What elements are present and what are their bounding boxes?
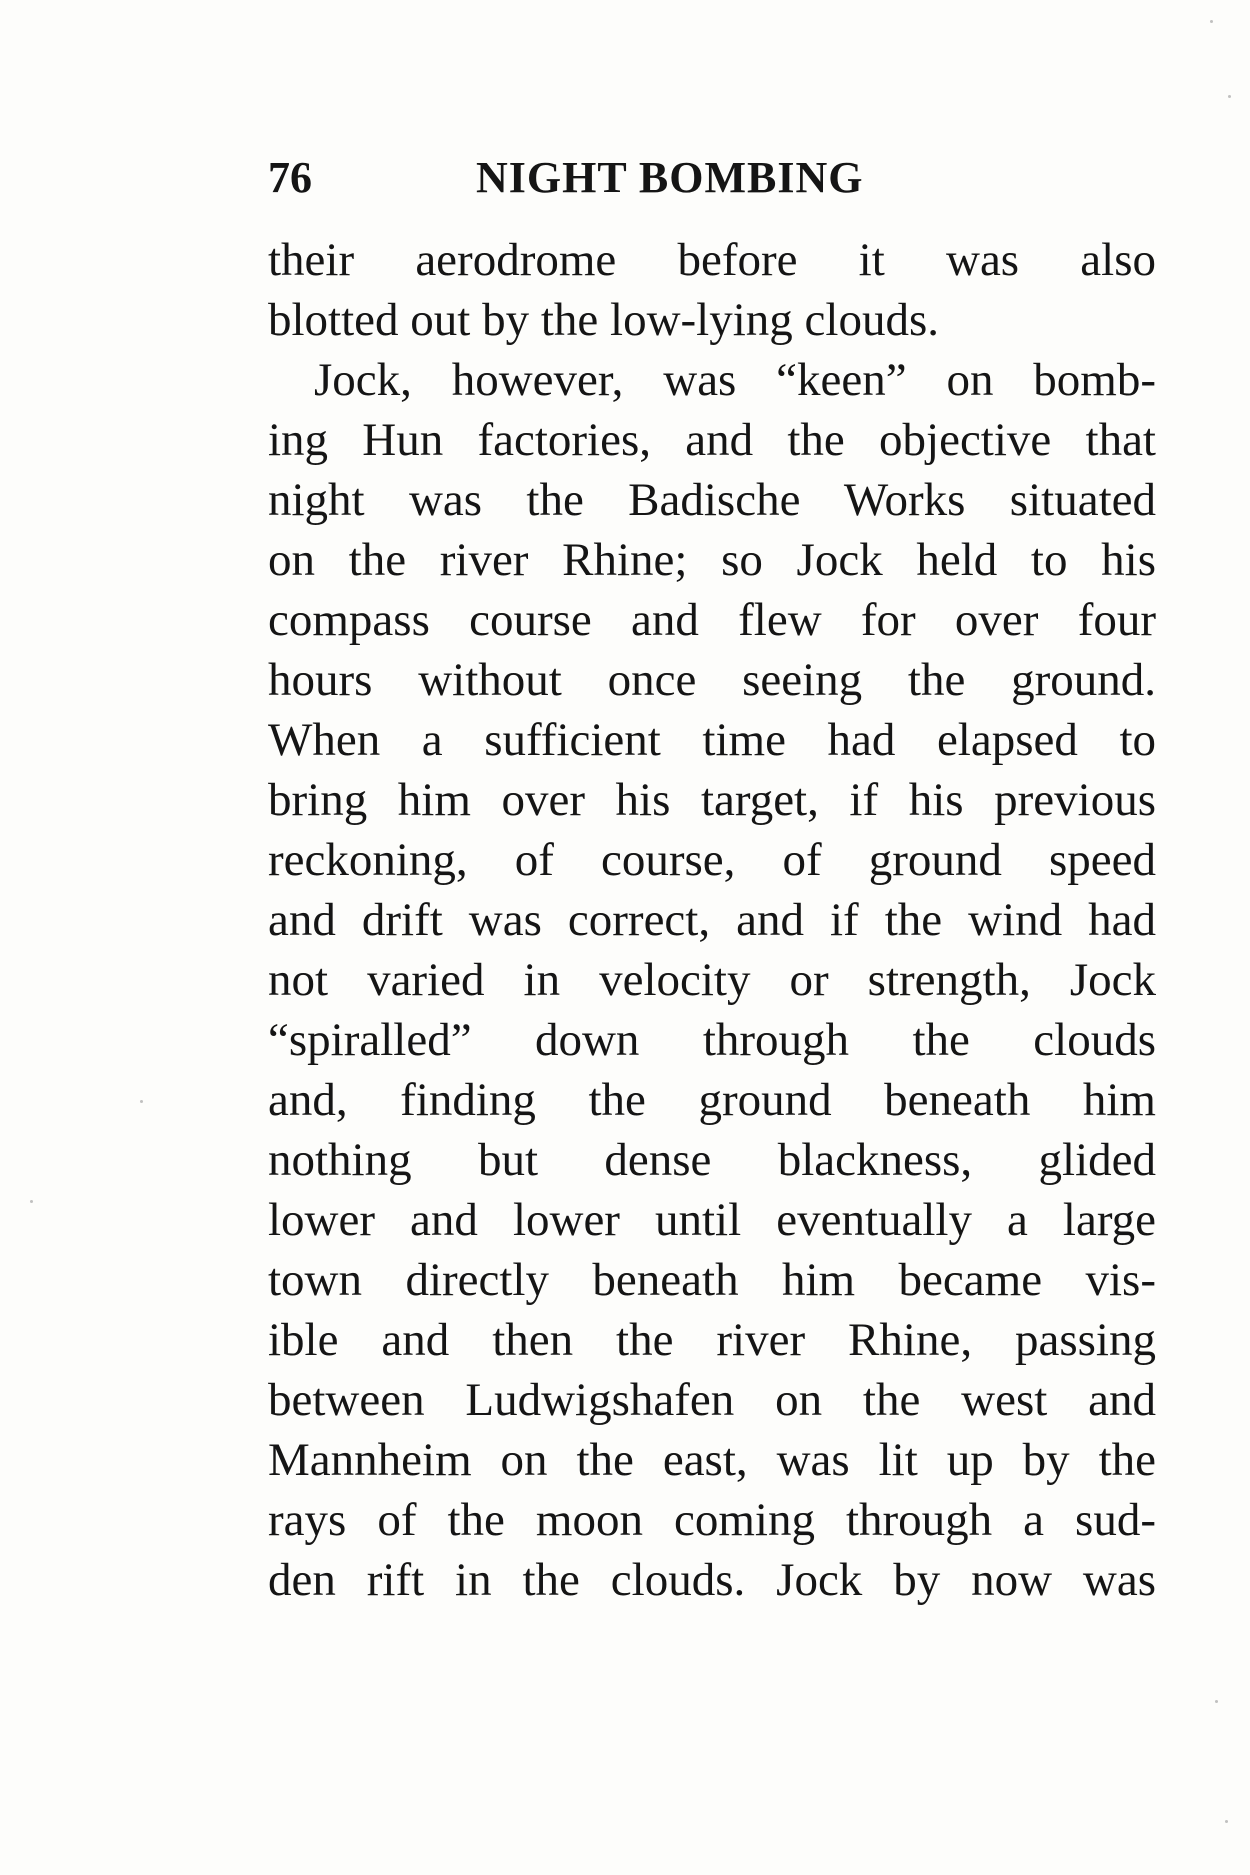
text-line: rays of the moon coming through a sud- (268, 1494, 1156, 1546)
text-line: town directly beneath him became vis- (268, 1254, 1156, 1306)
text-line: hours without once seeing the ground. (268, 654, 1156, 706)
text-line: ing Hun factories, and the objective that (268, 414, 1156, 466)
scan-speck (140, 1100, 143, 1103)
scan-speck (1225, 1820, 1228, 1823)
text-line: blotted out by the low-lying clouds. (268, 294, 939, 346)
text-line: and drift was correct, and if the wind had (268, 894, 1156, 946)
page-number: 76 (268, 153, 312, 202)
text-line: not varied in velocity or strength, Jock (268, 954, 1156, 1006)
text-line: Mannheim on the east, was lit up by the (268, 1434, 1156, 1486)
text-line: lower and lower until eventually a large (268, 1194, 1156, 1246)
text-line: between Ludwigshafen on the west and (268, 1374, 1156, 1426)
text-line: “spiralled” down through the clouds (268, 1014, 1156, 1066)
text-line: ible and then the river Rhine, passing (268, 1314, 1156, 1366)
text-line: and, finding the ground beneath him (268, 1074, 1156, 1126)
running-title: NIGHT BOMBING (476, 153, 864, 202)
text-line: bring him over his target, if his previous (268, 774, 1156, 826)
body-text (268, 230, 1156, 1610)
text-line: Jock, however, was “keen” on bomb- (314, 354, 1156, 406)
page-header (268, 148, 1156, 208)
scan-speck (1215, 1700, 1218, 1703)
text-line: When a sufficient time had elapsed to (268, 714, 1156, 766)
text-line: night was the Badische Works situated (268, 474, 1156, 526)
text-line: den rift in the clouds. Jock by now was (268, 1554, 1156, 1606)
scan-speck (1210, 20, 1213, 23)
text-line: reckoning, of course, of ground speed (268, 834, 1156, 886)
text-line: nothing but dense blackness, glided (268, 1134, 1156, 1186)
text-line: their aerodrome before it was also (268, 234, 1156, 286)
scan-speck (30, 1200, 33, 1203)
text-line: on the river Rhine; so Jock held to his (268, 534, 1156, 586)
text-line: compass course and flew for over four (268, 594, 1156, 646)
scan-speck (1228, 95, 1231, 98)
